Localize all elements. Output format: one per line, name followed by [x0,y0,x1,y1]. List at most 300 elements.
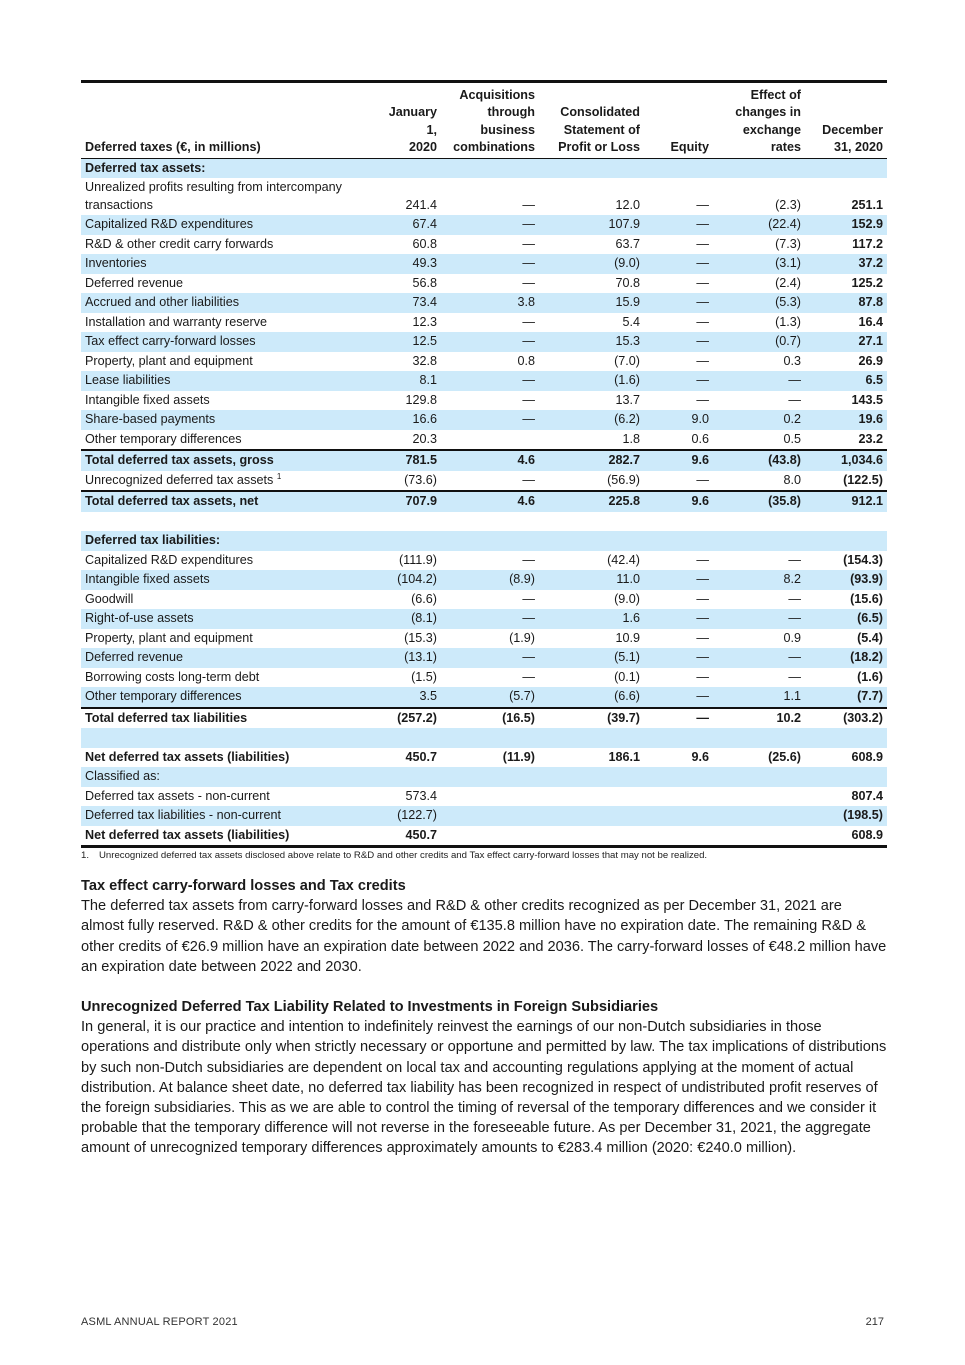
cell-fx-effect: — [788,591,801,606]
table-header-row [81,82,887,159]
cell-acquisitions: (1.9) [509,630,535,645]
cell-acquisitions: (8.9) [441,570,539,590]
cell-equity [644,787,713,807]
cell-jan-1-2020: 73.4 [373,293,441,313]
cell-equity: — [644,293,713,313]
cell-equity: 9.6 [644,450,713,471]
row-label-text: Right-of-use assets [85,611,194,626]
cell-dec-31-2020: (6.5) [805,609,887,629]
cell-dec-31-2020: 16.4 [858,314,883,329]
row-label-text: Capitalized R&D expenditures [85,552,254,567]
cell-dec-31-2020: (93.9) [805,570,887,590]
cell-fx-effect: 0.3 [783,353,801,368]
row-label-text: Inventories [85,256,147,271]
table-row [81,648,887,668]
row-label [81,806,373,826]
column-header-consolidated-pl: Consolidated Statement of Profit or Loss [558,105,640,155]
cell-dec-31-2020: 19.6 [805,410,887,430]
cell-consolidated-pl: 5.4 [622,314,640,329]
cell-consolidated-pl: (42.4) [607,552,640,567]
cell-consolidated-pl: (7.0) [614,353,640,368]
column-header-dec-31-2020: December 31, 2020 [822,122,883,155]
table-row [81,570,887,590]
row-label-text: Accrued and other liabilities [85,295,240,310]
table-row [81,687,887,708]
cell-jan-1-2020: 450.7 [405,749,437,764]
cell-consolidated-pl: (9.0) [614,591,640,606]
cell-consolidated-pl: (6.6) [539,687,644,708]
cell-acquisitions: — [522,197,535,212]
row-label [81,609,373,629]
cell-acquisitions: — [441,410,539,430]
cell-consolidated-pl [539,531,644,551]
cell-dec-31-2020: 87.8 [805,293,887,313]
cell-acquisitions: — [441,254,539,274]
cell-jan-1-2020 [373,158,441,178]
row-label [81,767,373,787]
cell-consolidated-pl [539,767,644,787]
cell-fx-effect: — [713,371,805,391]
cell-jan-1-2020: 450.7 [373,826,441,847]
cell-jan-1-2020: 60.8 [412,236,437,251]
cell-equity: — [696,472,709,487]
cell-dec-31-2020: (1.6) [857,669,883,684]
table-row [81,826,887,847]
cell-jan-1-2020 [373,531,441,551]
cell-fx-effect: (25.6) [768,749,801,764]
cell-consolidated-pl: (1.6) [539,371,644,391]
cell-fx-effect: 0.5 [783,431,801,446]
cell-consolidated-pl: 225.8 [539,491,644,512]
cell-dec-31-2020: (18.2) [805,648,887,668]
cell-jan-1-2020: (73.6) [404,472,437,487]
cell-fx-effect: — [788,552,801,567]
cell-equity [644,826,713,847]
footer-report-title: ASML ANNUAL REPORT 2021 [81,1316,238,1328]
cell-consolidated-pl [539,826,644,847]
cell-dec-31-2020: 912.1 [805,491,887,512]
cell-consolidated-pl: (56.9) [607,472,640,487]
section-body: The deferred tax assets from carry-forward losses and R&D & other credits recognized as per December 31, 2021 are almost fully reserved. R&D & other credits for the amount of €135.8 million have no expiration date. The remaining R&D & other credits of €26.9 million have an expiration date between 2022 and 2036. The carry-forward losses of €48.2 million have an expiration date between 2022 and 2030. [81,898,887,975]
cell-dec-31-2020: 125.2 [851,275,883,290]
table-row [81,158,887,178]
cell-equity: — [644,215,713,235]
cell-fx-effect: (22.4) [713,215,805,235]
table-spacer-row [81,512,887,532]
row-label [81,531,373,551]
cell-acquisitions [441,787,539,807]
cell-fx-effect: — [713,648,805,668]
cell-acquisitions [441,430,539,451]
row-label [81,826,373,847]
cell-consolidated-pl: (6.2) [539,410,644,430]
cell-dec-31-2020: 608.9 [805,826,887,847]
cell-jan-1-2020: (104.2) [373,570,441,590]
row-label [81,410,373,430]
section-heading: Unrecognized Deferred Tax Liability Related to Investments in Foreign Subsidiaries [81,999,659,1015]
section-unrecognized-deferred-tax-liability [81,997,887,1159]
cell-dec-31-2020 [805,767,887,787]
cell-jan-1-2020: (122.7) [373,806,441,826]
table-row [81,235,887,255]
row-label-text: Deferred tax assets - non-current [85,788,270,803]
row-label-text: Lease liabilities [85,373,171,388]
table-row [81,590,887,610]
cell-equity: — [696,392,709,407]
footnote-ref: 1 [276,471,282,481]
row-label [81,371,373,391]
cell-fx-effect: (5.3) [713,293,805,313]
cell-dec-31-2020: 807.4 [851,788,883,803]
row-label [81,590,373,610]
row-label [81,450,373,471]
column-header-label: Deferred taxes (€, in millions) [85,140,261,155]
cell-consolidated-pl: 70.8 [615,275,640,290]
cell-equity: — [696,669,709,684]
row-label-text: Classified as: [85,769,160,784]
cell-acquisitions: 3.8 [441,293,539,313]
cell-dec-31-2020 [805,158,887,178]
cell-consolidated-pl: (5.1) [539,648,644,668]
cell-acquisitions [441,728,539,748]
row-label [81,158,373,178]
cell-dec-31-2020: 143.5 [851,392,883,407]
table-row [81,371,887,391]
row-label-text: Intangible fixed assets [85,572,210,587]
cell-equity: — [696,591,709,606]
cell-acquisitions [441,158,539,178]
row-label [81,313,373,333]
table-row [81,748,887,768]
cell-jan-1-2020 [373,767,441,787]
cell-equity: — [696,630,709,645]
cell-equity [644,158,713,178]
table-row [81,274,887,294]
cell-jan-1-2020: 707.9 [373,491,441,512]
cell-equity [644,728,713,748]
row-label [81,293,373,313]
table-spacer-row [81,728,887,748]
cell-jan-1-2020 [373,728,441,748]
cell-jan-1-2020: 8.1 [373,371,441,391]
row-label-text: Capitalized R&D expenditures [85,217,254,232]
row-label-text: Intangible fixed assets [85,392,210,407]
column-header-jan-1-2020: January 1, 2020 [388,105,437,155]
cell-consolidated-pl: 15.3 [539,332,644,352]
row-label [81,668,373,688]
deferred-taxes-table [81,80,887,848]
cell-acquisitions: 4.6 [441,450,539,471]
cell-consolidated-pl: 186.1 [608,749,640,764]
cell-fx-effect: 1.1 [713,687,805,708]
table-row [81,629,887,649]
row-label-text: Other temporary differences [85,431,242,446]
cell-consolidated-pl [539,787,644,807]
cell-acquisitions [441,531,539,551]
row-label-text: Borrowing costs long-term debt [85,669,260,684]
table-row [81,254,887,274]
table-row [81,391,887,411]
row-label-text: Goodwill [85,591,134,606]
row-label [81,235,373,255]
row-label [81,178,373,215]
cell-dec-31-2020: 27.1 [805,332,887,352]
cell-dec-31-2020: 117.2 [852,236,883,251]
row-label [81,430,373,451]
table-row [81,293,887,313]
deferred-taxes-table-container [81,80,887,848]
row-label-text: Property, plant and equipment [85,630,253,645]
cell-acquisitions: (16.5) [441,708,539,729]
row-label-text: Total deferred tax assets, gross [85,453,274,468]
cell-fx-effect [713,826,805,847]
cell-equity: 0.6 [691,431,709,446]
cell-dec-31-2020: 6.5 [805,371,887,391]
cell-equity: — [644,332,713,352]
table-row [81,708,887,729]
cell-dec-31-2020: (122.5) [843,472,883,487]
cell-dec-31-2020: 1,034.6 [805,450,887,471]
cell-consolidated-pl: 107.9 [539,215,644,235]
cell-consolidated-pl [539,158,644,178]
cell-equity: 9.6 [691,749,709,764]
row-label [81,391,373,411]
cell-jan-1-2020: 20.3 [412,431,437,446]
cell-acquisitions [441,512,539,532]
cell-acquisitions: — [441,609,539,629]
row-label-text: Deferred revenue [85,650,184,665]
cell-fx-effect: (35.8) [713,491,805,512]
table-row [81,609,887,629]
cell-equity: — [696,197,709,212]
cell-dec-31-2020: (7.7) [805,687,887,708]
cell-consolidated-pl [539,512,644,532]
cell-jan-1-2020: (6.6) [411,591,437,606]
table-row [81,806,887,826]
cell-equity: — [644,371,713,391]
row-label [81,551,373,571]
cell-acquisitions: — [441,215,539,235]
cell-acquisitions: — [522,552,535,567]
cell-fx-effect [713,728,805,748]
row-label [81,708,373,729]
cell-fx-effect: 8.2 [713,570,805,590]
cell-acquisitions [441,826,539,847]
cell-acquisitions: — [522,314,535,329]
row-label-text: Other temporary differences [85,689,242,704]
section-tax-carry-forward [81,876,887,977]
column-header-acquisitions: Acquisitions through business combinations [453,88,535,155]
cell-acquisitions: (11.9) [502,749,535,764]
cell-consolidated-pl: 11.0 [539,570,644,590]
cell-consolidated-pl: (9.0) [539,254,644,274]
cell-dec-31-2020: 152.9 [805,215,887,235]
cell-jan-1-2020: 12.3 [412,314,437,329]
cell-jan-1-2020: 16.6 [373,410,441,430]
cell-acquisitions: — [522,392,535,407]
cell-fx-effect: 0.9 [783,630,801,645]
footnote-text: Unrecognized deferred tax assets disclosed above relate to R&D and other credits and Tax effect carry-forward losses that may not be realized. [99,850,708,861]
cell-equity: — [644,708,713,729]
row-label [81,748,373,768]
table-row [81,215,887,235]
table-row [81,471,887,492]
cell-acquisitions: — [441,332,539,352]
cell-acquisitions: — [441,648,539,668]
cell-fx-effect: (2.3) [775,197,801,212]
cell-dec-31-2020: 37.2 [805,254,887,274]
row-label-text: Deferred tax assets: [85,160,206,175]
table-row [81,767,887,787]
cell-fx-effect: — [713,609,805,629]
row-label-text: R&D & other credit carry forwards [85,236,274,251]
row-label-text: Deferred tax liabilities - non-current [85,808,281,823]
cell-acquisitions: — [522,236,535,251]
cell-fx-effect: 8.0 [783,472,801,487]
table-row [81,178,887,215]
cell-jan-1-2020: 56.8 [412,275,437,290]
cell-acquisitions: — [441,371,539,391]
row-label [81,629,373,649]
row-label [81,274,373,294]
cell-dec-31-2020: 26.9 [858,353,883,368]
cell-fx-effect [713,787,805,807]
cell-acquisitions: 0.8 [517,353,535,368]
row-label-text: Unrealized profits resulting from intercompany transactions [85,180,342,212]
cell-dec-31-2020 [805,531,887,551]
cell-consolidated-pl: 10.9 [615,630,640,645]
cell-consolidated-pl: 15.9 [539,293,644,313]
cell-fx-effect: — [788,669,801,684]
table-row [81,551,887,571]
row-label [81,471,373,492]
cell-equity: 9.0 [644,410,713,430]
cell-equity: — [644,609,713,629]
cell-fx-effect: (7.3) [775,236,801,251]
row-label [81,687,373,708]
cell-acquisitions: — [522,472,535,487]
cell-acquisitions: (5.7) [441,687,539,708]
table-row [81,352,887,372]
row-label [81,352,373,372]
cell-jan-1-2020: 129.8 [405,392,437,407]
cell-consolidated-pl: (39.7) [539,708,644,729]
table-row [81,787,887,807]
cell-consolidated-pl: 282.7 [539,450,644,471]
cell-jan-1-2020: (15.3) [404,630,437,645]
cell-fx-effect: (3.1) [713,254,805,274]
cell-jan-1-2020: (8.1) [373,609,441,629]
row-label-text: Net deferred tax assets (liabilities) [85,749,290,764]
cell-acquisitions: — [522,275,535,290]
cell-consolidated-pl: 12.0 [615,197,640,212]
cell-fx-effect: 10.2 [713,708,805,729]
row-label [81,254,373,274]
cell-equity [644,767,713,787]
footer-page-number: 217 [865,1316,884,1328]
cell-fx-effect: — [788,392,801,407]
cell-consolidated-pl: 1.6 [539,609,644,629]
cell-equity: — [644,687,713,708]
row-label-text: Tax effect carry-forward losses [85,334,256,349]
row-label-text: Share-based payments [85,412,216,427]
cell-consolidated-pl: 63.7 [615,236,640,251]
table-body [81,158,887,847]
cell-jan-1-2020: 781.5 [373,450,441,471]
cell-acquisitions [441,806,539,826]
cell-jan-1-2020: 49.3 [373,254,441,274]
table-footnote [81,850,707,861]
table-row [81,668,887,688]
cell-equity [644,806,713,826]
cell-jan-1-2020: (1.5) [411,669,437,684]
cell-jan-1-2020: 573.4 [405,788,437,803]
cell-jan-1-2020: 12.5 [373,332,441,352]
cell-jan-1-2020: 32.8 [412,353,437,368]
cell-equity: — [696,552,709,567]
cell-fx-effect [713,512,805,532]
footnote-number: 1. [81,850,90,861]
column-header-fx-effect: Effect of changes in exchange rates [735,88,801,155]
row-label [81,491,373,512]
row-label-text: Total deferred tax liabilities [85,710,248,725]
cell-jan-1-2020: 241.4 [405,197,437,212]
row-label [81,215,373,235]
cell-equity: — [696,314,709,329]
cell-fx-effect: (2.4) [775,275,801,290]
cell-acquisitions: — [522,591,535,606]
cell-dec-31-2020: (154.3) [843,552,883,567]
cell-consolidated-pl [539,728,644,748]
cell-dec-31-2020: 23.2 [858,431,883,446]
row-label-text: Installation and warranty reserve [85,314,268,329]
cell-consolidated-pl [539,806,644,826]
row-label [81,728,373,748]
row-label [81,648,373,668]
cell-equity: — [696,275,709,290]
section-body: In general, it is our practice and intention to indefinitely reinvest the earnings of our non-Dutch subsidiaries in those operations and distribute only when strictly necessary or opportune and permitted by law. The tax implications of distributions by such non-Dutch subsidiaries are dependent on local tax and accounting regulations applying at the moment of actual distribution. At balance sheet date, no deferred tax liability has been recognized in respect of undistributed profit reserves of the foreign subsidiaries. This as we are able to control the timing of reversal of the temporary differences and we consider it probable that the temporary difference will not reverse in the foreseeable future. As per December 31, 2021, the aggregate amount of unrecognized temporary differences approximately amounts to €283.4 million (2020: €240.0 million). [81,1019,887,1157]
cell-dec-31-2020 [805,512,887,532]
cell-jan-1-2020: 67.4 [373,215,441,235]
cell-fx-effect: (43.8) [713,450,805,471]
cell-consolidated-pl: 1.8 [622,431,640,446]
row-label-text: Unrecognized deferred tax assets [85,472,274,487]
cell-fx-effect [713,767,805,787]
cell-equity: — [696,353,709,368]
row-label-text: Total deferred tax assets, net [85,494,259,509]
table-row [81,450,887,471]
cell-dec-31-2020: (15.6) [850,591,883,606]
row-label-text: Net deferred tax assets (liabilities) [85,827,290,842]
cell-fx-effect [713,531,805,551]
cell-equity: — [644,648,713,668]
cell-jan-1-2020: (13.1) [373,648,441,668]
table-row [81,410,887,430]
cell-equity [644,512,713,532]
cell-consolidated-pl: 13.7 [615,392,640,407]
cell-dec-31-2020: (5.4) [857,630,883,645]
cell-equity: — [696,236,709,251]
table-row [81,332,887,352]
cell-fx-effect: (0.7) [713,332,805,352]
cell-dec-31-2020: 608.9 [851,749,883,764]
table-row [81,313,887,333]
section-heading: Tax effect carry-forward losses and Tax credits [81,878,406,894]
cell-fx-effect: 0.2 [713,410,805,430]
row-label [81,570,373,590]
cell-acquisitions [441,767,539,787]
row-label-text: Deferred tax liabilities: [85,533,221,548]
